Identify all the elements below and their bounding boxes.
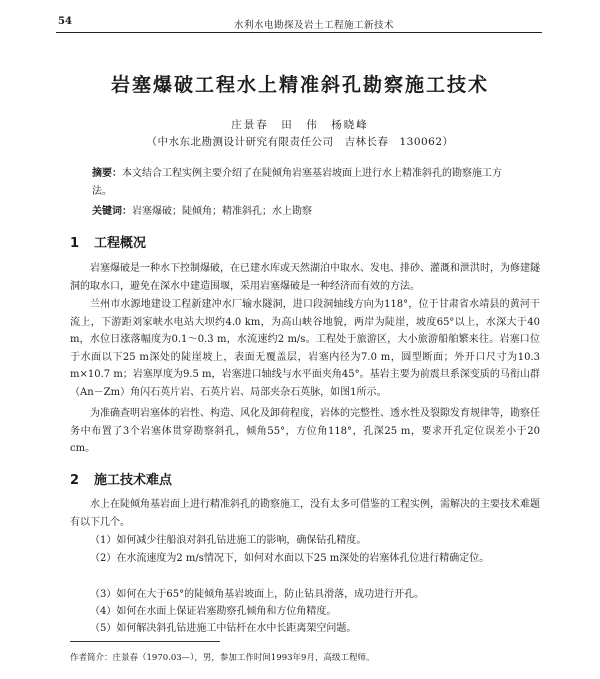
journal-title: 水利水电勘探及岩土工程施工新技术 [234,20,395,31]
section-number: 1 [70,236,80,251]
list-item: （5）如何解决斜孔钻进施工中钻杆在水中长距离架空问题。 [90,623,357,634]
body-paragraph: 岩塞爆破是一种水下控制爆破，在已建水库或天然湖泊中取水、发电、排砂、灌溉和泄洪时，为修建隧洞的取水口，避免在深水中建造围堰，采用岩塞爆破是一种经济而有效的方法。 [70,263,540,292]
body-paragraph: 水上在陡倾角基岩面上进行精准斜孔的勘察施工，没有太多可借鉴的工程实例，需解决的主要技术难题有以下几个。 [70,499,540,528]
abstract [92,165,518,201]
section-number: 2 [70,473,80,488]
section-heading [70,469,172,488]
list-item: （1）如何减少往船浪对斜孔钻进施工的影响，确保钻孔精度。 [90,535,367,546]
keywords-text: 岩塞爆破；陡倾角；精准斜孔；水上勘察 [132,206,312,217]
affiliation: （中水东北勘测设计研究有限责任公司 吉林长春 130062） [146,136,454,148]
section-title: 工程概况 [94,236,147,251]
list-item: （2）在水流速度为2 m/s情况下，如何对水面以下25 m深处的岩塞体孔位进行精确定位。 [90,553,490,564]
running-header [58,16,540,32]
section-heading [70,232,146,251]
section-title: 施工技术难点 [94,473,173,488]
header-rule [56,32,542,33]
page-number: 54 [58,16,72,27]
abstract-label: 摘要： [92,168,122,179]
body-paragraph: 兰州市水源地建设工程新建冲水厂输水隧洞，进口段洞轴线方向为118°，位于甘肃省水靖县的黄河干流上，下游距刘家峡水电站大坝约4.0 km，为高山峡谷地貌，两岸为陡崖，坡度65°以上，水深大于40 m，水位日涨落幅度为0.1～0.3 m，水流速约2 m/s。工程处于旅游区，大小旅游船舶繁来往。岩塞口位于水面以下25 m深处的陡崖坡上，表面无覆盖层，岩塞内径为7.0 m，圆型断面；外开口尺寸为10.3 m×10.7 m；岩塞厚度为9.5 m，岩塞进口轴线与水平面夹角45°。基岩主要为前震旦系深变质的马衔山群（An－Zm）角闪石英片岩、石英片岩、局部夹杂石英脉，如图1所示。 [70,299,540,398]
authors: 庄景春 田 伟 杨晓峰 [231,119,369,131]
author-footnote: 作者简介：庄景春（1970.03—），男，参加工作时间1993年9月，高级工程师。 [70,653,375,663]
abstract-text: 本文结合工程实例主要介绍了在陡倾角岩塞基岩坡面上进行水上精准斜孔的勘察施工方法。 [92,168,502,197]
footnote-rule [70,641,220,642]
keywords-label: 关键词： [92,206,132,217]
list-item: （3）如何在大于65°的陡倾角基岩坡面上，防止钻具滑落，成功进行开孔。 [90,589,425,600]
body-paragraph: 为准确查明岩塞体的岩性、构造、风化及卸荷程度，岩体的完整性、透水性及裂隙发育规律等，勘察任务中布置了3个岩塞体贯穿勘察斜孔，倾角55°，方位角118°，孔深25 m，要求开孔定位误差小于20 cm。 [70,408,540,455]
keywords [92,203,518,221]
list-item: （4）如何在水面上保证岩塞勘察孔倾角和方位角精度。 [90,606,337,617]
paper-title: 岩塞爆破工程水上精准斜孔勘察施工技术 [110,74,489,96]
